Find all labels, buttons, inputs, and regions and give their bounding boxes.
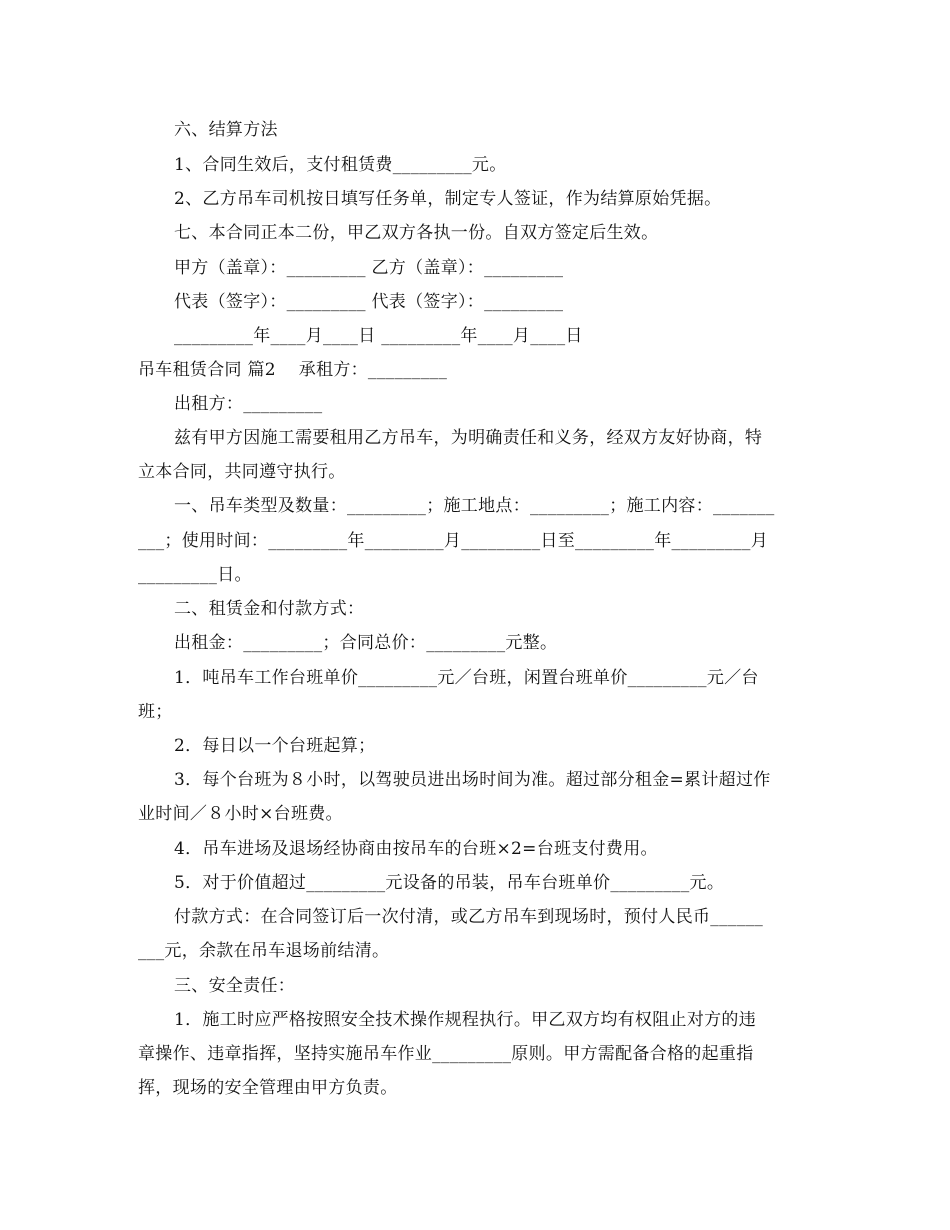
section-heading-settlement: 六、结算方法 xyxy=(174,120,278,140)
paragraph-line: 七、本合同正本二份，甲乙双方各执一份。自双方签定后生效。 xyxy=(174,223,659,243)
paragraph-line: 挥，现场的安全管理由甲方负责。 xyxy=(138,1078,398,1098)
contract-title-line: 吊车租赁合同 篇2 承租方：_________ xyxy=(138,360,448,380)
paragraph-line: 3．每个台班为８小时，以驾驶员进出场时间为准。超过部分租金=累计超过作 xyxy=(174,770,771,790)
section-heading-safety: 三、安全责任： xyxy=(174,976,296,996)
paragraph-line: ___；使用时间：_________年_________月_________日至_________年_________月 xyxy=(138,531,768,551)
paragraph-line: 兹有甲方因施工需要租用乙方吊车，为明确责任和义务，经双方友好协商，特 xyxy=(174,428,763,448)
paragraph-line: 4．吊车进场及退场经协商由按吊车的台班×2=台班支付费用。 xyxy=(174,839,658,859)
paragraph-line: 业时间／８小时×台班费。 xyxy=(138,804,343,824)
paragraph-line: 1．吨吊车工作台班单价_________元／台班，闲置台班单价_________元／台 xyxy=(174,668,759,688)
paragraph-line: 立本合同，共同遵守执行。 xyxy=(138,462,346,482)
paragraph-line: 5．对于价值超过_________元设备的吊装，吊车台班单价_________元。 xyxy=(174,873,725,893)
paragraph-line: 2、乙方吊车司机按日填写任务单，制定专人签证，作为结算原始凭据。 xyxy=(174,189,722,209)
paragraph-line: 1．施工时应严格按照安全技术操作规程执行。甲乙双方均有权阻止对方的违 xyxy=(174,1010,757,1030)
paragraph-line: 1、合同生效后，支付租赁费_________元。 xyxy=(174,155,507,175)
paragraph-line: 一、吊车类型及数量：_________；施工地点：_________；施工内容：_______ xyxy=(174,496,775,516)
lessor-line: 出租方：_________ xyxy=(174,394,323,414)
paragraph-line: _________日。 xyxy=(138,565,252,585)
signature-line-seal: 甲方（盖章）：_________ 乙方（盖章）：_________ xyxy=(174,258,564,278)
paragraph-line: ___元，余款在吊车退场前结清。 xyxy=(138,941,390,961)
paragraph-line: 2．每日以一个台班起算； xyxy=(174,736,376,756)
signature-line-representative: 代表（签字）：_________ 代表（签字）：_________ xyxy=(174,292,564,312)
paragraph-line: 章操作、违章指挥，坚持实施吊车作业_________原则。甲方需配备合格的起重指 xyxy=(138,1044,754,1064)
paragraph-line: 班； xyxy=(138,702,173,722)
paragraph-line: 付款方式：在合同签订后一次付清，或乙方吊车到现场时，预付人民币______ xyxy=(174,907,764,927)
paragraph-line: 出租金：_________；合同总价：_________元整。 xyxy=(174,633,558,653)
date-line: _________年____月____日 _________年____月____日 xyxy=(174,326,583,346)
section-heading-rent: 二、租赁金和付款方式： xyxy=(174,599,365,619)
